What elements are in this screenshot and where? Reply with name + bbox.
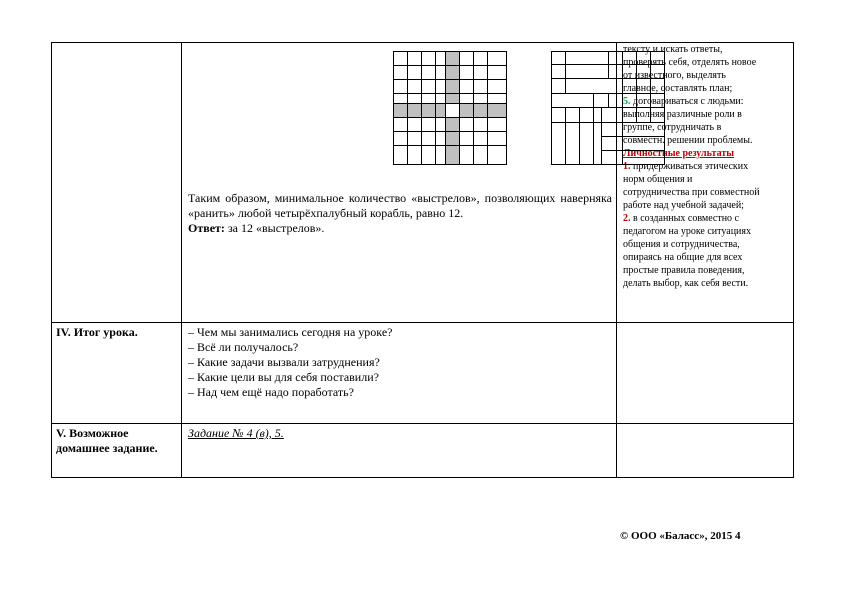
results-line-text: выполняя различные роли в [623, 109, 742, 120]
results-line-text: простые правила поведения, [623, 265, 745, 276]
list-item: – Всё ли получалось? [188, 340, 299, 354]
answer-text: за 12 «выстрелов». [224, 221, 325, 235]
shaded-cross-grid [393, 51, 507, 165]
results-line-text: договариваться с людьми: [630, 96, 744, 107]
results-line-text: совместн. решении проблемы. [623, 135, 753, 146]
list-item: – Какие цели вы для себя поставили? [188, 370, 379, 384]
stage-label-line: V. Возможное [56, 426, 129, 440]
stage-label [52, 424, 181, 456]
list-item: – Какие задачи вызвали затруднения? [188, 355, 380, 369]
results-line-text: тексту и искать ответы, [623, 44, 723, 55]
results-line-text: норм общения и [623, 174, 693, 185]
results-line [623, 264, 789, 277]
lesson-table [51, 42, 794, 478]
item-number: 2. [623, 213, 631, 224]
questions-list [182, 323, 616, 400]
homework-task: Задание № 4 (в), 5. [188, 426, 284, 440]
conclusion-text: Таким образом, минимальное количество «выстрелов», позволяющих наверняка «ранить» любой четырёхпалубный корабль, равно 12. [188, 191, 612, 220]
section-heading: Личностные результаты [623, 148, 735, 159]
results-line-text: проверять себя, отделять новое [623, 57, 757, 68]
results-line [623, 173, 789, 186]
conclusion-paragraph [188, 191, 612, 236]
results-line [623, 251, 789, 264]
table-row [52, 43, 794, 323]
stage-cell [52, 323, 182, 424]
results-line-text: сотрудничества при совместной [623, 187, 760, 198]
list-item: – Чем мы занимались сегодня на уроке? [188, 325, 393, 339]
stage-label: IV. Итог урока. [56, 325, 138, 339]
homework-cell [182, 424, 617, 478]
results-line-text: работе над учебной задачей; [623, 200, 744, 211]
table-row [52, 424, 794, 478]
results-line [623, 225, 789, 238]
results-line-text: в созданных совместно с [630, 213, 739, 224]
stage-cell-empty [52, 43, 182, 323]
stage-label-line: домашнее задание. [56, 441, 158, 455]
list-item: – Над чем ещё надо поработать? [188, 385, 354, 399]
results-line [623, 199, 789, 212]
results-line [623, 186, 789, 199]
results-line-text: педагогом на уроке ситуациях [623, 226, 752, 237]
results-line-text: придерживаться этических [630, 161, 749, 172]
empty-cell [617, 323, 794, 424]
results-line-text: главное, составлять план; [623, 83, 733, 94]
grid-figures [182, 43, 616, 189]
results-line [623, 238, 789, 251]
table-row [52, 323, 794, 424]
questions-cell [182, 323, 617, 424]
results-line [623, 212, 789, 225]
results-line-text: опираясь на общие для всех [623, 252, 743, 263]
results-line-text: от известного, выделять [623, 70, 726, 81]
results-line-text: общения и сотрудничества, [623, 239, 740, 250]
empty-cell [617, 424, 794, 478]
ships-partition-grid [551, 51, 665, 165]
results-line-text: группе, сотрудничать в [623, 122, 722, 133]
item-number: 1. [623, 161, 631, 172]
item-number: 5. [623, 96, 631, 107]
content-cell [182, 43, 617, 323]
results-line-text: делать выбор, как себя вести. [623, 278, 749, 289]
copyright-footer: © ООО «Баласс», 2015 4 [620, 530, 741, 542]
results-line [623, 277, 789, 290]
stage-cell [52, 424, 182, 478]
answer-label: Ответ: [188, 221, 225, 235]
